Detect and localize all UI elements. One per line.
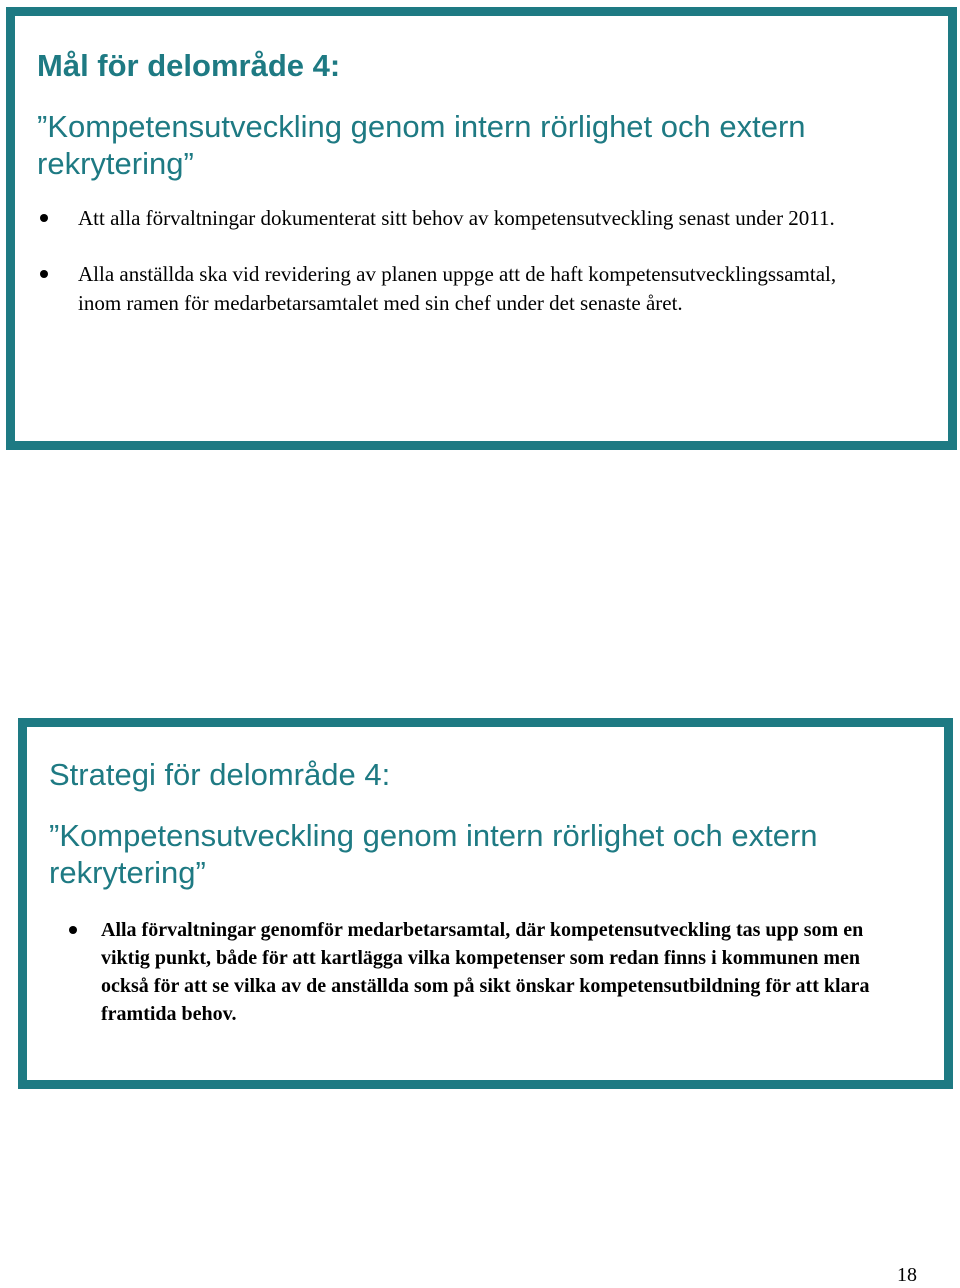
close-quote: ” (183, 146, 194, 181)
list-item (49, 916, 909, 1028)
open-quote: ” (49, 818, 60, 853)
bullet-text: Att alla förvaltningar dokumenterat sitt behov av kompetensutveckling senast under 2011. (78, 206, 835, 230)
bullet-icon (69, 926, 77, 934)
bullet-text: Alla anställda ska vid revidering av planen uppge att de haft kompetensutvecklingssamtal, inom ramen för medarbetarsamtalet med sin chef under det senaste året. (78, 262, 837, 315)
list-item (37, 260, 877, 318)
goal-box (6, 7, 957, 450)
goal-heading: Mål för delområde 4: (37, 48, 341, 83)
goal-subheading (37, 108, 948, 182)
goal-subheading-text: Kompetensutveckling genom intern rörlighet och extern rekrytering (37, 109, 806, 181)
strategy-bullet-list (49, 916, 909, 1028)
page-number: 18 (897, 1264, 917, 1286)
list-item (37, 204, 877, 233)
strategy-subheading (49, 817, 944, 891)
strategy-box (18, 718, 953, 1089)
strategy-subheading-text: Kompetensutveckling genom intern rörlighet och extern rekrytering (49, 818, 818, 890)
strategy-heading: Strategi för delområde 4: (49, 757, 391, 792)
bullet-icon (40, 270, 48, 278)
bullet-text: Alla förvaltningar genomför medarbetarsamtal, där kompetensutveckling tas upp som en viktig punkt, både för att kartlägga vilka kompetenser som redan finns i kommunen men också för att se vilka av de anställda som på sikt önskar kompetensutbildning för att klara framtida behov. (101, 919, 870, 1025)
goal-bullet-list (37, 204, 877, 318)
open-quote: ” (37, 109, 48, 144)
close-quote: ” (195, 855, 206, 890)
bullet-icon (40, 214, 48, 222)
